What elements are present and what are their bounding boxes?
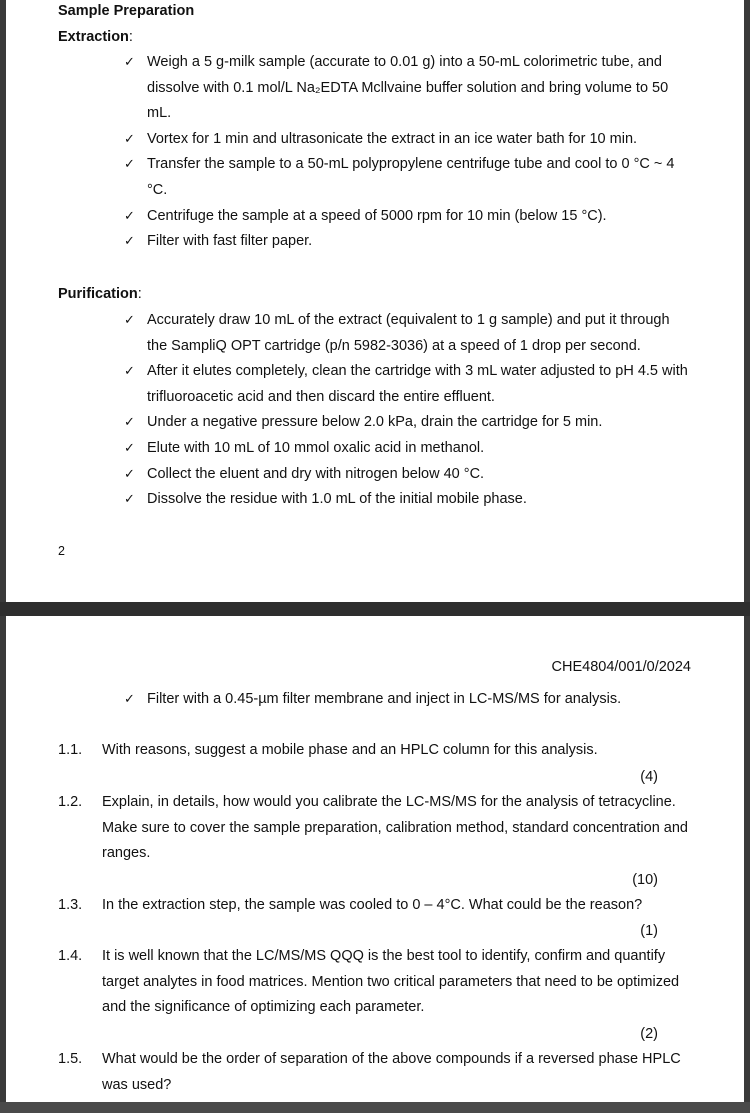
- question-1-5: [6, 1047, 744, 1098]
- list-item: ✓ Under a negative pressure below 2.0 kPa, drain the cartridge for 5 min.: [6, 410, 744, 436]
- list-item: ✓ After it elutes completely, clean the cartridge with 3 mL water adjusted to pH 4.5 with trifluoroacetic acid and then discard the entire effluent.: [6, 359, 744, 410]
- question-marks: (10): [632, 872, 658, 888]
- question-text: With reasons, suggest a mobile phase and an HPLC column for this analysis.: [102, 742, 598, 758]
- checkmark-icon: ✓: [124, 440, 135, 456]
- list-item: ✓ Filter with a 0.45-µm filter membrane and inject in LC-MS/MS for analysis.: [6, 687, 744, 713]
- sample-preparation-heading: Sample Preparation: [58, 3, 195, 19]
- extraction-heading: Extraction:: [58, 29, 133, 45]
- list-item: ✓ Accurately draw 10 mL of the extract (equivalent to 1 g sample) and put it through the SampliQ OPT cartridge (p/n 5982-3036) at a speed of 1 drop per second.: [6, 308, 744, 359]
- question-marks: (2): [640, 1026, 658, 1042]
- question-number: 1.1.: [58, 742, 83, 758]
- document-page-1: [6, 0, 744, 602]
- checkmark-icon: ✓: [124, 157, 135, 173]
- question-marks: (1): [640, 923, 658, 939]
- checkmark-icon: ✓: [124, 208, 135, 224]
- bottom-edge: [0, 1102, 750, 1113]
- purification-steps-list: [6, 308, 744, 513]
- list-item: ✓ Filter with fast filter paper.: [6, 229, 744, 255]
- page-number: 2: [58, 544, 65, 558]
- question-text: In the extraction step, the sample was cooled to 0 – 4°C. What could be the reason?: [102, 897, 643, 913]
- list-item: ✓ Collect the eluent and dry with nitrogen below 40 °C.: [6, 462, 744, 488]
- checkmark-icon: ✓: [124, 55, 135, 70]
- page-separator: [0, 602, 750, 616]
- list-item: ✓ Centrifuge the sample at a speed of 5000 rpm for 10 min (below 15 °C).: [6, 204, 744, 230]
- document-page-2: [6, 616, 744, 1102]
- question-1-1: [6, 738, 744, 764]
- checkmark-icon: ✓: [124, 692, 135, 707]
- question-number: 1.3.: [58, 897, 83, 913]
- question-1-4: [6, 944, 744, 1021]
- checkmark-icon: ✓: [124, 313, 135, 328]
- question-1-2: [6, 790, 744, 867]
- continued-steps-list: [6, 687, 744, 713]
- question-text: What would be the order of separation of the above compounds if a reversed phase HPLC was used?: [102, 1051, 681, 1093]
- checkmark-icon: ✓: [124, 492, 135, 508]
- checkmark-icon: ✓: [124, 415, 135, 431]
- question-text: Explain, in details, how would you calibrate the LC-MS/MS for the analysis of tetracycline. Make sure to cover the sample preparation, calibration method, standard concentration and ranges.: [102, 794, 688, 862]
- list-item: ✓ Vortex for 1 min and ultrasonicate the extract in an ice water bath for 10 min.: [6, 127, 744, 153]
- checkmark-icon: ✓: [124, 364, 135, 380]
- question-text: It is well known that the LC/MS/MS QQQ is the best tool to identify, confirm and quantify target analytes in food matrices. Mention two critical parameters that need to be optimized and the significance of optimizing each parameter.: [102, 948, 680, 1016]
- extraction-steps-list: [6, 50, 744, 255]
- list-item: ✓ Transfer the sample to a 50-mL polypropylene centrifuge tube and cool to 0 °C ~ 4 °C.: [6, 152, 744, 203]
- purification-heading: Purification:: [58, 286, 142, 302]
- question-1-3: [6, 893, 744, 919]
- checkmark-icon: ✓: [124, 466, 135, 482]
- checkmark-icon: ✓: [124, 131, 135, 147]
- question-marks: (4): [640, 769, 658, 785]
- list-item: ✓ Dissolve the residue with 1.0 mL of the initial mobile phase.: [6, 487, 744, 513]
- list-item: ✓ Weigh a 5 g-milk sample (accurate to 0.01 g) into a 50-mL colorimetric tube, and dissolve with 0.1 mol/L Na₂EDTA Mcllvaine buffer solution and bring volume to 50 mL.: [6, 50, 744, 127]
- question-number: 1.5.: [58, 1051, 83, 1067]
- question-number: 1.2.: [58, 794, 83, 810]
- list-item: ✓ Elute with 10 mL of 10 mmol oxalic acid in methanol.: [6, 436, 744, 462]
- question-number: 1.4.: [58, 948, 83, 964]
- module-code-header: CHE4804/001/0/2024: [551, 659, 691, 675]
- checkmark-icon: ✓: [124, 234, 135, 250]
